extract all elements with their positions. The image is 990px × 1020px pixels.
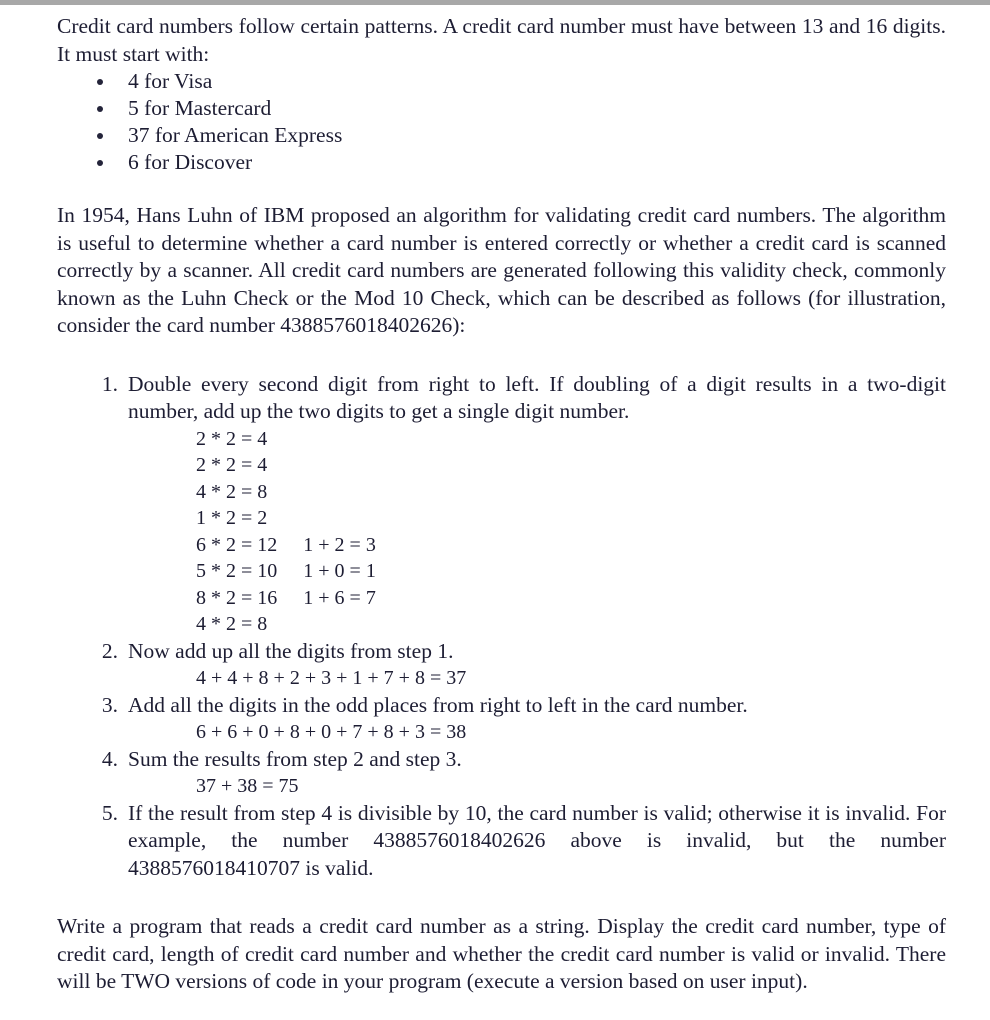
bullet-dot-icon bbox=[97, 160, 103, 166]
card-prefix-visa: 4 for Visa bbox=[128, 69, 213, 93]
equation-primary: 5 * 2 = 10 bbox=[196, 560, 278, 582]
equation-primary: 1 * 2 = 2 bbox=[196, 507, 268, 529]
step-text: Add all the digits in the odd places from right to left in the card number. bbox=[128, 692, 748, 717]
equation-primary: 8 * 2 = 16 bbox=[196, 586, 278, 609]
list-item bbox=[57, 122, 946, 149]
equation-primary: 4 * 2 = 8 bbox=[196, 480, 268, 503]
bullet-dot-icon bbox=[97, 79, 103, 85]
intro-paragraph: Credit card numbers follow certain patterns. A credit card number must have between 13 and 16 digits. It must start with: bbox=[57, 14, 946, 66]
spacer bbox=[57, 340, 946, 371]
card-prefix-discover: 6 for Discover bbox=[128, 150, 253, 174]
step-2-equation: 4 + 4 + 8 + 2 + 3 + 1 + 7 + 8 = 37 bbox=[196, 667, 467, 689]
equation-primary: 6 * 2 = 12 bbox=[196, 533, 278, 556]
card-prefix-list bbox=[57, 68, 946, 176]
step-1 bbox=[57, 371, 946, 638]
bullet-dot-icon bbox=[97, 133, 103, 139]
step-number: 2. bbox=[101, 638, 118, 663]
equation-row bbox=[128, 426, 946, 453]
step-number: 1. bbox=[101, 371, 118, 396]
list-item bbox=[57, 95, 946, 122]
equation-primary: 4 * 2 = 8 bbox=[196, 613, 268, 635]
equation-row bbox=[128, 505, 946, 532]
bullet-dot-icon bbox=[97, 106, 103, 112]
spacer bbox=[57, 882, 946, 913]
list-item bbox=[57, 149, 946, 176]
step-4 bbox=[57, 746, 946, 800]
luhn-paragraph: In 1954, Hans Luhn of IBM proposed an algorithm for validating credit card numbers. The algorithm is useful to determine whether a card number is entered correctly or whether a credit card is scanned correctly by a scanner. All credit card numbers are generated following this validity check, commonly known as the Luhn Check or the Mod 10 Check, which can be described as follows (for illustration, consider the card number 4388576018402626): bbox=[57, 203, 946, 337]
list-item bbox=[57, 68, 946, 95]
step-1-equations bbox=[128, 426, 946, 638]
step-number: 5. bbox=[101, 800, 118, 825]
step-number: 4. bbox=[101, 746, 118, 771]
equation-row bbox=[128, 532, 946, 559]
equation-row bbox=[128, 479, 946, 506]
card-prefix-amex: 37 for American Express bbox=[128, 123, 343, 147]
step-text: If the result from step 4 is divisible by 10, the card number is valid; otherwise it is invalid. For example, the number 4388576018402626 above is invalid, but the number 4388576018410707 is valid. bbox=[128, 800, 946, 880]
equation-row bbox=[128, 452, 946, 479]
step-number: 3. bbox=[101, 692, 118, 717]
document-page bbox=[0, 5, 990, 1020]
document-content bbox=[57, 13, 946, 996]
spacer bbox=[57, 176, 946, 202]
equation-secondary: 1 + 2 = 3 bbox=[303, 533, 376, 556]
equation-primary: 2 * 2 = 4 bbox=[196, 454, 268, 476]
step-3-equation: 6 + 6 + 0 + 8 + 0 + 7 + 8 + 3 = 38 bbox=[196, 721, 467, 743]
step-4-equation: 37 + 38 = 75 bbox=[196, 775, 299, 797]
equation-secondary: 1 + 0 = 1 bbox=[303, 560, 376, 582]
equation-row bbox=[128, 585, 946, 612]
step-text: Sum the results from step 2 and step 3. bbox=[128, 746, 462, 771]
step-3 bbox=[57, 692, 946, 746]
step-5 bbox=[57, 800, 946, 883]
card-prefix-mastercard: 5 for Mastercard bbox=[128, 96, 272, 120]
step-2 bbox=[57, 638, 946, 692]
equation-row bbox=[128, 611, 946, 638]
equation-primary: 2 * 2 = 4 bbox=[196, 427, 268, 450]
algorithm-steps-list bbox=[57, 371, 946, 883]
equation-row bbox=[128, 558, 946, 585]
step-text: Now add up all the digits from step 1. bbox=[128, 638, 454, 663]
equation-secondary: 1 + 6 = 7 bbox=[303, 586, 376, 609]
assignment-paragraph: Write a program that reads a credit card number as a string. Display the credit card number, type of credit card, length of credit card number and whether the credit card number is valid or invalid. There will be TWO versions of code in your program (execute a version based on user input). bbox=[57, 914, 946, 993]
step-text: Double every second digit from right to left. If doubling of a digit results in a two-digit number, add up the two digits to get a single digit number. bbox=[128, 371, 946, 423]
